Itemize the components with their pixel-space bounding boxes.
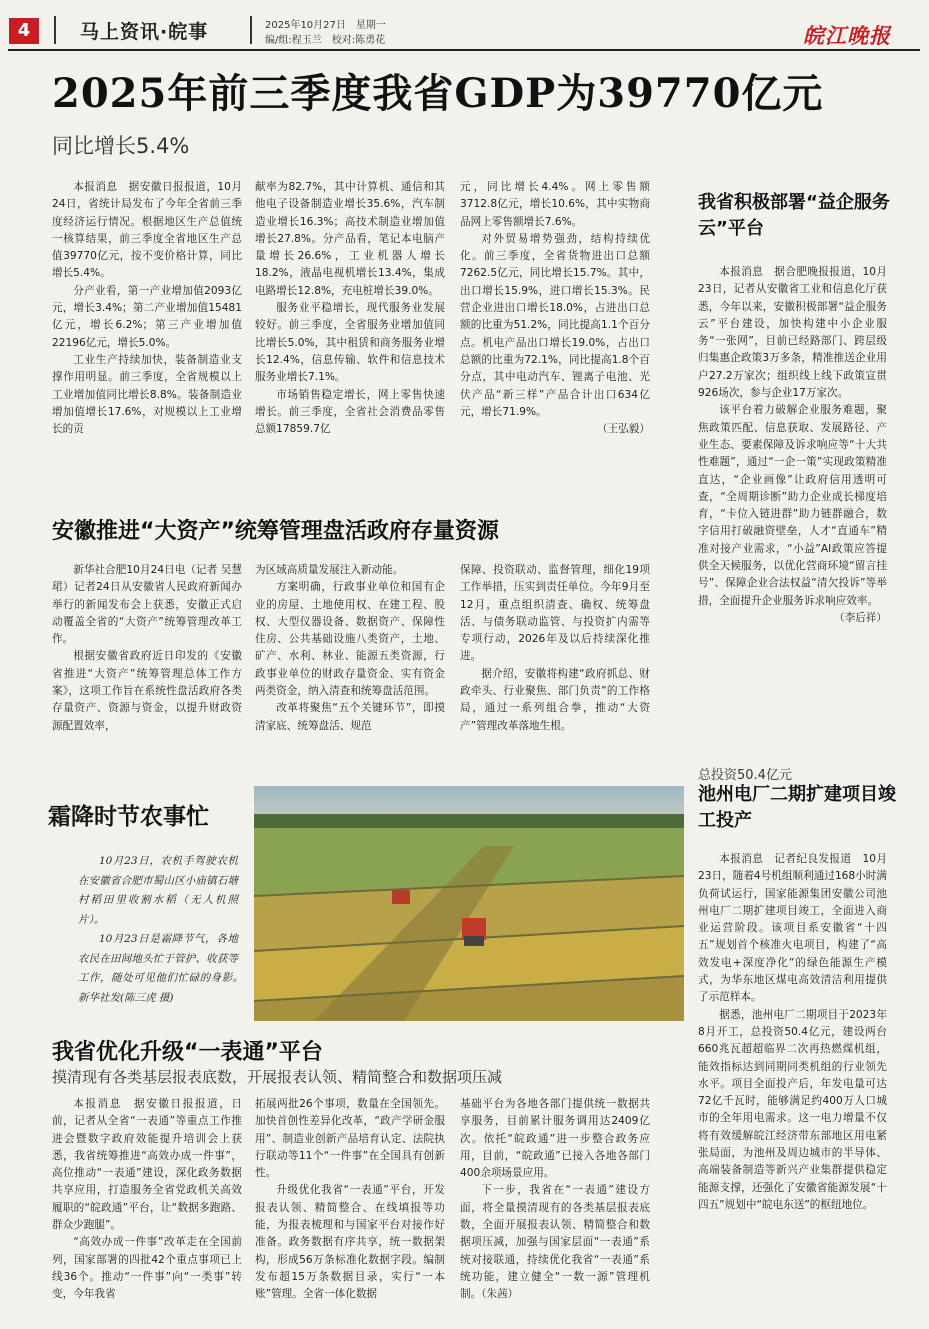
cloud-headline: 我省积极部署“益企服务云”平台 (698, 192, 890, 239)
power-column (698, 851, 887, 1321)
header-divider (54, 16, 56, 44)
asset-headline: 安徽推进“大资产”统筹管理盘活政府存量资源 (52, 519, 499, 544)
lead-paragraph: 工业生产持续加快，装备制造业支撑作用明显。前三季度，全省规模以上工业增加值同比增长8.8%。装备制造业增加值增长17.6%，对规模以上工业增长的贡 (52, 353, 242, 436)
asset-paragraph: 根据安徽省政府近日印发的《安徽省推进“大资产”统筹管理总体工作方案》，这项工作旨在系统性盘活政府各类存量资产、资源与资金，以提升财政资源配置效率， (52, 650, 242, 732)
asset-column-2 (255, 562, 445, 752)
platform-column-3 (460, 1096, 650, 1324)
lead-paragraph: 对外贸易增势强劲，结构持续优化。前三季度，全省货物进出口总额7262.5亿元，同比增长15.7%。其中，出口增长15.9%，进口增长15.3%。民营企业进出口增长18.0%，占进出口总额的比重为51.2%，同比提高1.1个百分点。机电产品出口增长19.0%，占出口总额的比重为72.1%，同比提高1.8个百分点，其中电动汽车、锂离子电池、光伏产品“新三样”产品合计出口634亿元，增长71.9%。 (460, 232, 650, 418)
platform-column-1 (52, 1096, 242, 1324)
header-rule (8, 49, 920, 51)
cloud-byline: （李后祥） (834, 611, 887, 624)
lead-paragraph: 分产业看，第一产业增加值2093亿元，增长3.4%；第二产业增加值15481亿元，增长6.2%；第三产业增加值22196亿元，增长5.0%。 (52, 284, 242, 349)
caption-paragraph: 10月23日，农机手驾驶农机在安徽省合肥市蜀山区小庙镇石塘村稻田里收割水稻（无人机照片）。 (78, 855, 238, 926)
power-paragraph: 据悉，池州电厂二期项目于2023年8月开工，总投资50.4亿元，建设两台660兆瓦超超临界二次再热燃煤机组，能效指标达到同期同类机组的行业领先水平。项目全面投产后，年发电量可达72亿千瓦时，能够满足约400万人口城市的全年用电需求。这一电力增量不仅将有效缓解皖江经济带东部地区用电紧张局面，为池州及周边城市的半导体、高端装备制造等新兴产业集群提供稳定能源支撑，还强化了安徽省能源发展“十四五”规划中“皖电东送”的枢纽地位。 (698, 1008, 887, 1211)
lead-paragraph: 献率为82.7%，其中计算机、通信和其他电子设备制造业增长35.6%，汽车制造业增长16.3%；高技术制造业增加值增长27.8%。分产品看，笔记本电脑产量增长26.6%，工业机器人增长18.2%，液晶电视机增长13.4%，集成电路增长12.8%，充电桩增长39.0%。 (255, 181, 445, 297)
cloud-paragraph: 本报消息 据合肥晚报报道，10月23日，记者从安徽省工业和信息化厅获悉，今年以来，安徽积极部署“益企服务云”平台建设，加快构建中小企业服务“一张网”，目前已经路部门、跨层级归集惠企政策3万多条，精准推送企业用户27.2万家次；组织线上线下政策宣贯926场次，参与企业17万家次。 (698, 266, 887, 400)
power-paragraph: 本报消息 记者纪良发报道 10月23日，随着4号机组顺利通过168小时满负荷试运行，国家能源集团安徽公司池州电厂二期扩建项目竣工，全面进入商业运营阶段。该项目系安徽省“十四五”规划首个核准火电项目，构建了“高效发电+深度净化”的绿色能源生产模式，为华东地区煤电高效清洁利用提供了示范样本。 (698, 853, 887, 1004)
platform-paragraph: 基础平台为各地各部门提供统一数据共享服务，目前累计服务调用达2409亿次。依托“皖政通”进一步整合政务应用，目前，“皖政通”已接入各地各部门400余项场景应用。 (460, 1098, 650, 1180)
platform-column-2 (255, 1096, 445, 1324)
lead-column-1 (52, 179, 242, 446)
asset-paragraph: 改革将聚焦“五个关键环节”，即摸清家底、统筹盘活、规范 (255, 702, 445, 732)
power-kicker: 总投资50.4亿元 (698, 768, 792, 783)
asset-paragraph: 保障、投资联动、监督管理，细化19项工作举措，压实到责任单位。今年9月至12月，重点组织清查、确权、统筹盘活、与债务联动监管、与投资扩内需等专项行动，2026年及以后持续深化推进。 (460, 564, 650, 663)
header-divider (250, 16, 252, 44)
lead-byline: （王弘毅） (597, 423, 650, 436)
farm-headline: 霜降时节农事忙 (48, 804, 209, 830)
asset-paragraph: 新华社合肥10月24日电（记者 吴慧珺）记者24日从安徽省人民政府新闻办举行的新闻发布会上获悉，安徽正式启动覆盖全省的“大资产”统筹管理改革工作。 (52, 564, 242, 646)
lead-column-2 (255, 179, 445, 446)
lead-paragraph: 本报消息 据安徽日报报道，10月24日，省统计局发布了今年全省前三季度经济运行情况。根据地区生产总值统一核算结果，前三季度全省地区生产总值39770亿元，按不变价格计算，同比增长5.4%。 (52, 181, 242, 280)
lead-paragraph: 市场销售稳定增长，网上零售快速增长。前三季度，全省社会消费品零售总额17859.7亿 (255, 388, 445, 436)
cloud-column (698, 264, 887, 716)
harvest-photo (254, 786, 684, 1021)
caption-paragraph: 10月23日是霜降节气，各地农民在田间地头忙于管护、收获等工作，随处可见他们忙碌的身影。 新华社发(陈三虎 摄) (78, 933, 249, 1004)
lead-paragraph: 服务业平稳增长，现代服务业发展较好。前三季度，全省服务业增加值同比增长5.0%，其中租赁和商务服务业增长12.4%，信息传输、软件和信息技术服务业增长7.1%。 (255, 302, 445, 384)
newspaper-logo: 皖江晚报 (803, 23, 891, 48)
lead-subhead: 同比增长5.4% (52, 134, 190, 158)
power-headline: 池州电厂二期扩建项目竣工投产 (698, 784, 896, 831)
lead-paragraph: 元，同比增长4.4%。网上零售额3712.8亿元，增长10.6%，其中实物商品网上零售额增长7.6%。 (460, 181, 650, 228)
lead-column-3 (460, 179, 650, 446)
platform-subhead: 摸清现有各类基层报表底数，开展报表认领、精简整合和数据项压减 (52, 1068, 503, 1086)
asset-column-3 (460, 562, 650, 752)
combine-harvester-far (392, 890, 410, 904)
lead-headline: 2025年前三季度我省GDP为39770亿元 (52, 70, 824, 117)
platform-paragraph: 升级优化我省“一表通”平台，开发报表认领、精简整合、在线填报等功能，为报表梳理和与国家平台对接作好准备。政务数据有序共享，统一数据架构，形成56万条标准化数据字段。编制发布超15万条数据目录，实行“一本账”管理。全省一体化数据 (255, 1184, 445, 1301)
platform-paragraph: 拓展两批26个事项，数量在全国领先。加快首创性差异化改革，“政产学研金服用”、制造业创新产品培育认定、法院执行联动等11个“一件事”在全国具有创新性。 (255, 1098, 445, 1180)
platform-paragraph: 下一步，我省在“一表通”建设方面，将全量摸清现有的各类基层报表底数，全面开展报表认领、精简整合和数据项压减，加强与国家层面“一表通”系统对接联通，持续优化我省“一表通”系统功能，建立健全“一数一源”管理机制。（朱茜） (460, 1184, 650, 1301)
platform-paragraph: “高效办成一件事”改革走在全国前列，国家部署的四批42个重点事项已上线36个。推动“一件事”向“一类事”转变，今年我省 (52, 1236, 242, 1301)
asset-column-1 (52, 562, 242, 752)
asset-paragraph: 方案明确，行政事业单位和国有企业的房屋、土地使用权、在建工程、股权、大型仪器设备、数据资产、保障性住房、公共基础设施八类资产，土地、矿产、水利、林业、能源五类资源，行政事业单位的财政存量资金、实有资金两类资金，纳入清查和统筹盘活范围。 (255, 581, 445, 698)
farm-caption (78, 852, 249, 1004)
platform-headline: 我省优化升级“一表通”平台 (52, 1040, 323, 1065)
asset-paragraph: 为区域高质量发展注入新动能。 (255, 564, 404, 576)
harvest-photo-image (254, 786, 684, 1021)
editor-credits: 编/组:程玉兰 校对:陈勇花 (265, 35, 386, 46)
issue-date: 2025年10月27日 星期一 (265, 20, 386, 31)
page-number: 4 (9, 18, 39, 44)
asset-paragraph: 据介绍，安徽将构建“政府抓总、财政牵头、行业聚焦、部门负责”的工作格局，通过一系列组合拳，推动“大资产”管理改革落地生根。 (460, 667, 650, 732)
platform-paragraph: 本报消息 据安徽日报报道，日前，记者从全省“一表通”等重点工作推进会暨数字政府效能提升培训会上获悉，我省统筹推进“高效办成一件事”，高位推动“一表通”建设，深化政务数据共享应用，打造服务全省党政机关高效履职的“皖政通”平台，让“数据多跑路、群众少跑腿”。 (52, 1098, 242, 1232)
cloud-paragraph: 该平台着力破解企业服务难题，聚焦政策匹配、信息获取、发展路径、产业生态、要素保障及诉求响应等“十大共性难题”，通过“一企一策”实现政策精准直达，“企业画像”让政府信用透明可查，“全周期诊断”助力企业成长梯度培育，“卡位入链进群”助力链群融合，数字信用打破融资壁垒，人才“直通车”精准对接产业需求，“小益”AI政策应答提供全天候服务，以优化营商环境“留言挂号”、保障企业合法权益“清欠投诉”等举措，全面提升企业服务诉求响应效率。 (698, 404, 887, 607)
section-title: 马上资讯·皖事 (80, 21, 209, 43)
